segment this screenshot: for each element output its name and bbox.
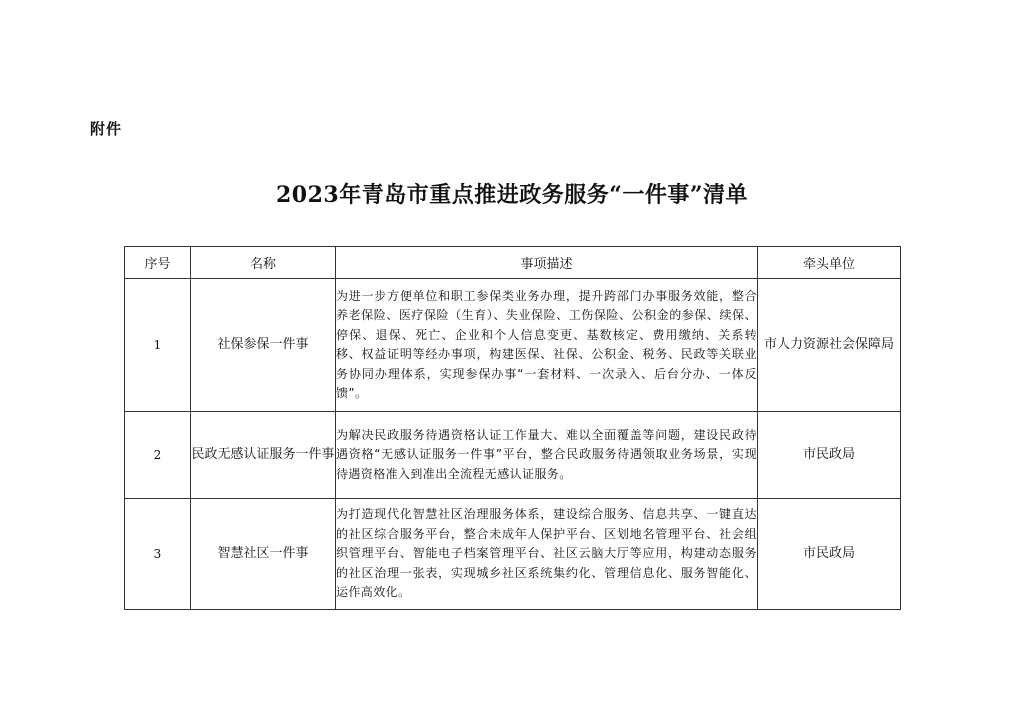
row-name: 民政无感认证服务一件事: [191, 412, 336, 499]
row-lead-unit: 市民政局: [758, 499, 901, 610]
row-description: 为进一步方便单位和职工参保类业务办理，提升跨部门办事服务效能，整合养老保险、医疗保险（生育）、失业保险、工伤保险、公积金的参保、续保、停保、退保、死亡、企业和个人信息变更、基数核定、费用缴纳、关系转移、权益证明等经办事项，构建医保、社保、公积金、税务、民政等关联业务协同办理体系，实现参保办事“一套材料、一次录入、后台分办、一体反馈”。: [336, 279, 758, 412]
row-description: 为打造现代化智慧社区治理服务体系，建设综合服务、信息共享、一键直达的社区综合服务平台，整合未成年人保护平台、区划地名管理平台、社会组织管理平台、智能电子档案管理平台、社区云脑大厅等应用，构建动态服务的社区治理一张表，实现城乡社区系统集约化、管理信息化、服务智能化、运作高效化。: [336, 499, 758, 610]
table-row: [125, 279, 901, 412]
row-name: 智慧社区一件事: [191, 499, 336, 610]
table-row: [125, 499, 901, 610]
row-description: 为解决民政服务待遇资格认证工作量大、难以全面覆盖等问题，建设民政待遇资格“无感认证服务一件事”平台，整合民政服务待遇领取业务场景，实现待遇资格准入到准出全流程无感认证服务。: [336, 412, 758, 499]
table-header-row: [125, 247, 901, 279]
row-index: 3: [125, 499, 191, 610]
attachment-label: 附件: [90, 120, 123, 138]
document-title: 2023年青岛市重点推进政务服务“一件事”清单: [275, 182, 749, 208]
service-list-table: [124, 246, 901, 610]
header-index: 序号: [125, 247, 191, 279]
table-row: [125, 412, 901, 499]
row-lead-unit: 市民政局: [758, 412, 901, 499]
row-name: 社保参保一件事: [191, 279, 336, 412]
row-index: 1: [125, 279, 191, 412]
header-name: 名称: [191, 247, 336, 279]
row-index: 2: [125, 412, 191, 499]
header-lead-unit: 牵头单位: [758, 247, 901, 279]
header-description: 事项描述: [336, 247, 758, 279]
row-lead-unit: 市人力资源社会保障局: [758, 279, 901, 412]
